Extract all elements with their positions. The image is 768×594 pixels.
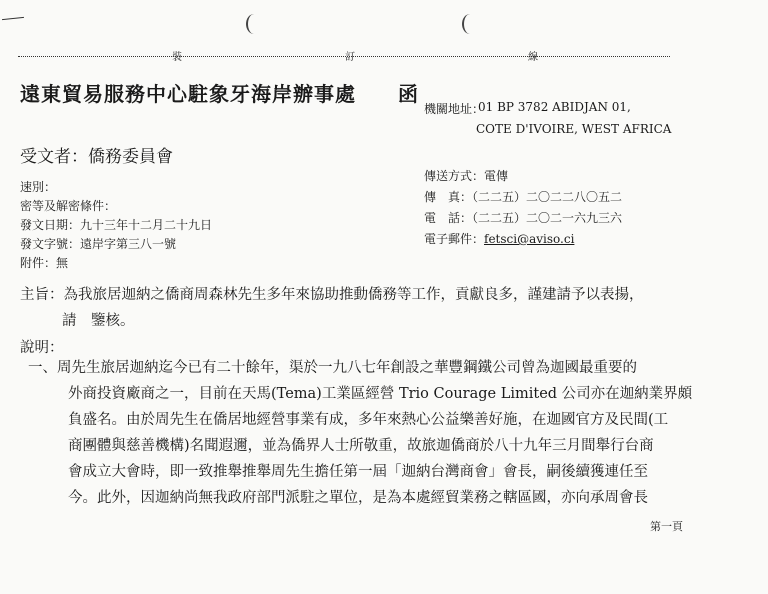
body-line: 商團體與慈善機構)名聞遐邇，並為僑界人士所敬重，故旅迦僑商於八十九年三月間舉行台商 xyxy=(68,438,654,454)
agency-title: 遠東貿易服務中心駐象牙海岸辦事處 xyxy=(20,82,356,106)
meta-classification: 密等及解密條件： xyxy=(20,199,117,213)
document-type: 函 xyxy=(398,82,418,106)
meta-speed: 速別： xyxy=(20,180,57,194)
address-line-1: 01 BP 3782 ABIDJAN 01, xyxy=(478,100,631,114)
body-line: 外商投資廠商之一，目前在天馬(Tema)工業區經營 Trio Courage Limited 公司亦在迦納業界頗 xyxy=(68,386,693,402)
binding-line xyxy=(18,56,670,57)
binding-mark-left: 裝 xyxy=(172,52,182,63)
explanation-paragraph xyxy=(28,355,720,511)
recipient: 受文者：僑務委員會 xyxy=(20,147,173,167)
subject xyxy=(20,282,740,334)
meta-doc-number: 發文字號：遠岸字第三八一號 xyxy=(20,237,177,251)
email-link[interactable]: fetsci@aviso.ci xyxy=(484,232,575,246)
contact-email xyxy=(424,230,574,247)
body-line: 負盛名。由於周先生在僑居地經營事業有成，多年來熱心公益樂善好施，在迦國官方及民間(工 xyxy=(68,412,669,428)
subject-line-2: 請 鑒核。 xyxy=(62,313,135,329)
body-line: 一、周先生旅居迦納迄今已有二十餘年，渠於一九八七年創設之華豐鋼鐵公司曾為迦國最重要的 xyxy=(28,360,637,376)
punch-hole-right xyxy=(462,14,478,34)
page-number: 第一頁 xyxy=(650,520,683,533)
body-line: 今。此外，因迦納尚無我政府部門派駐之單位，是為本處經貿業務之轄區國，亦向承周會長 xyxy=(68,490,648,506)
contact-fax: 傳 真：（二二五）二〇二二八〇五二 xyxy=(424,190,623,204)
punch-hole-left xyxy=(246,14,262,34)
subject-line-1: 主旨：為我旅居迦納之僑商周森林先生多年來協助推動僑務等工作，貢獻良多，謹建請予以表揚， xyxy=(20,287,644,303)
meta-attachment: 附件：無 xyxy=(20,256,69,270)
email-label: 電子郵件： xyxy=(424,232,485,246)
corner-scan-mark xyxy=(2,17,24,20)
meta-date: 發文日期：九十三年十二月二十九日 xyxy=(20,218,213,232)
contact-phone: 電 話：（二二五）二〇二一六九三六 xyxy=(424,211,623,225)
binding-mark-middle: 訂 xyxy=(345,52,355,63)
address-label: 機關地址： xyxy=(424,102,485,116)
address-line-2: COTE D'IVOIRE, WEST AFRICA xyxy=(476,122,672,136)
contact-method: 傳送方式：電傳 xyxy=(424,169,509,183)
binding-mark-right: 線 xyxy=(528,52,538,63)
body-line: 會成立大會時，即一致推舉推舉周先生擔任第一屆「迦納台灣商會」會長，嗣後續獲連任至 xyxy=(68,464,648,480)
explanation-label: 說明： xyxy=(20,340,64,356)
